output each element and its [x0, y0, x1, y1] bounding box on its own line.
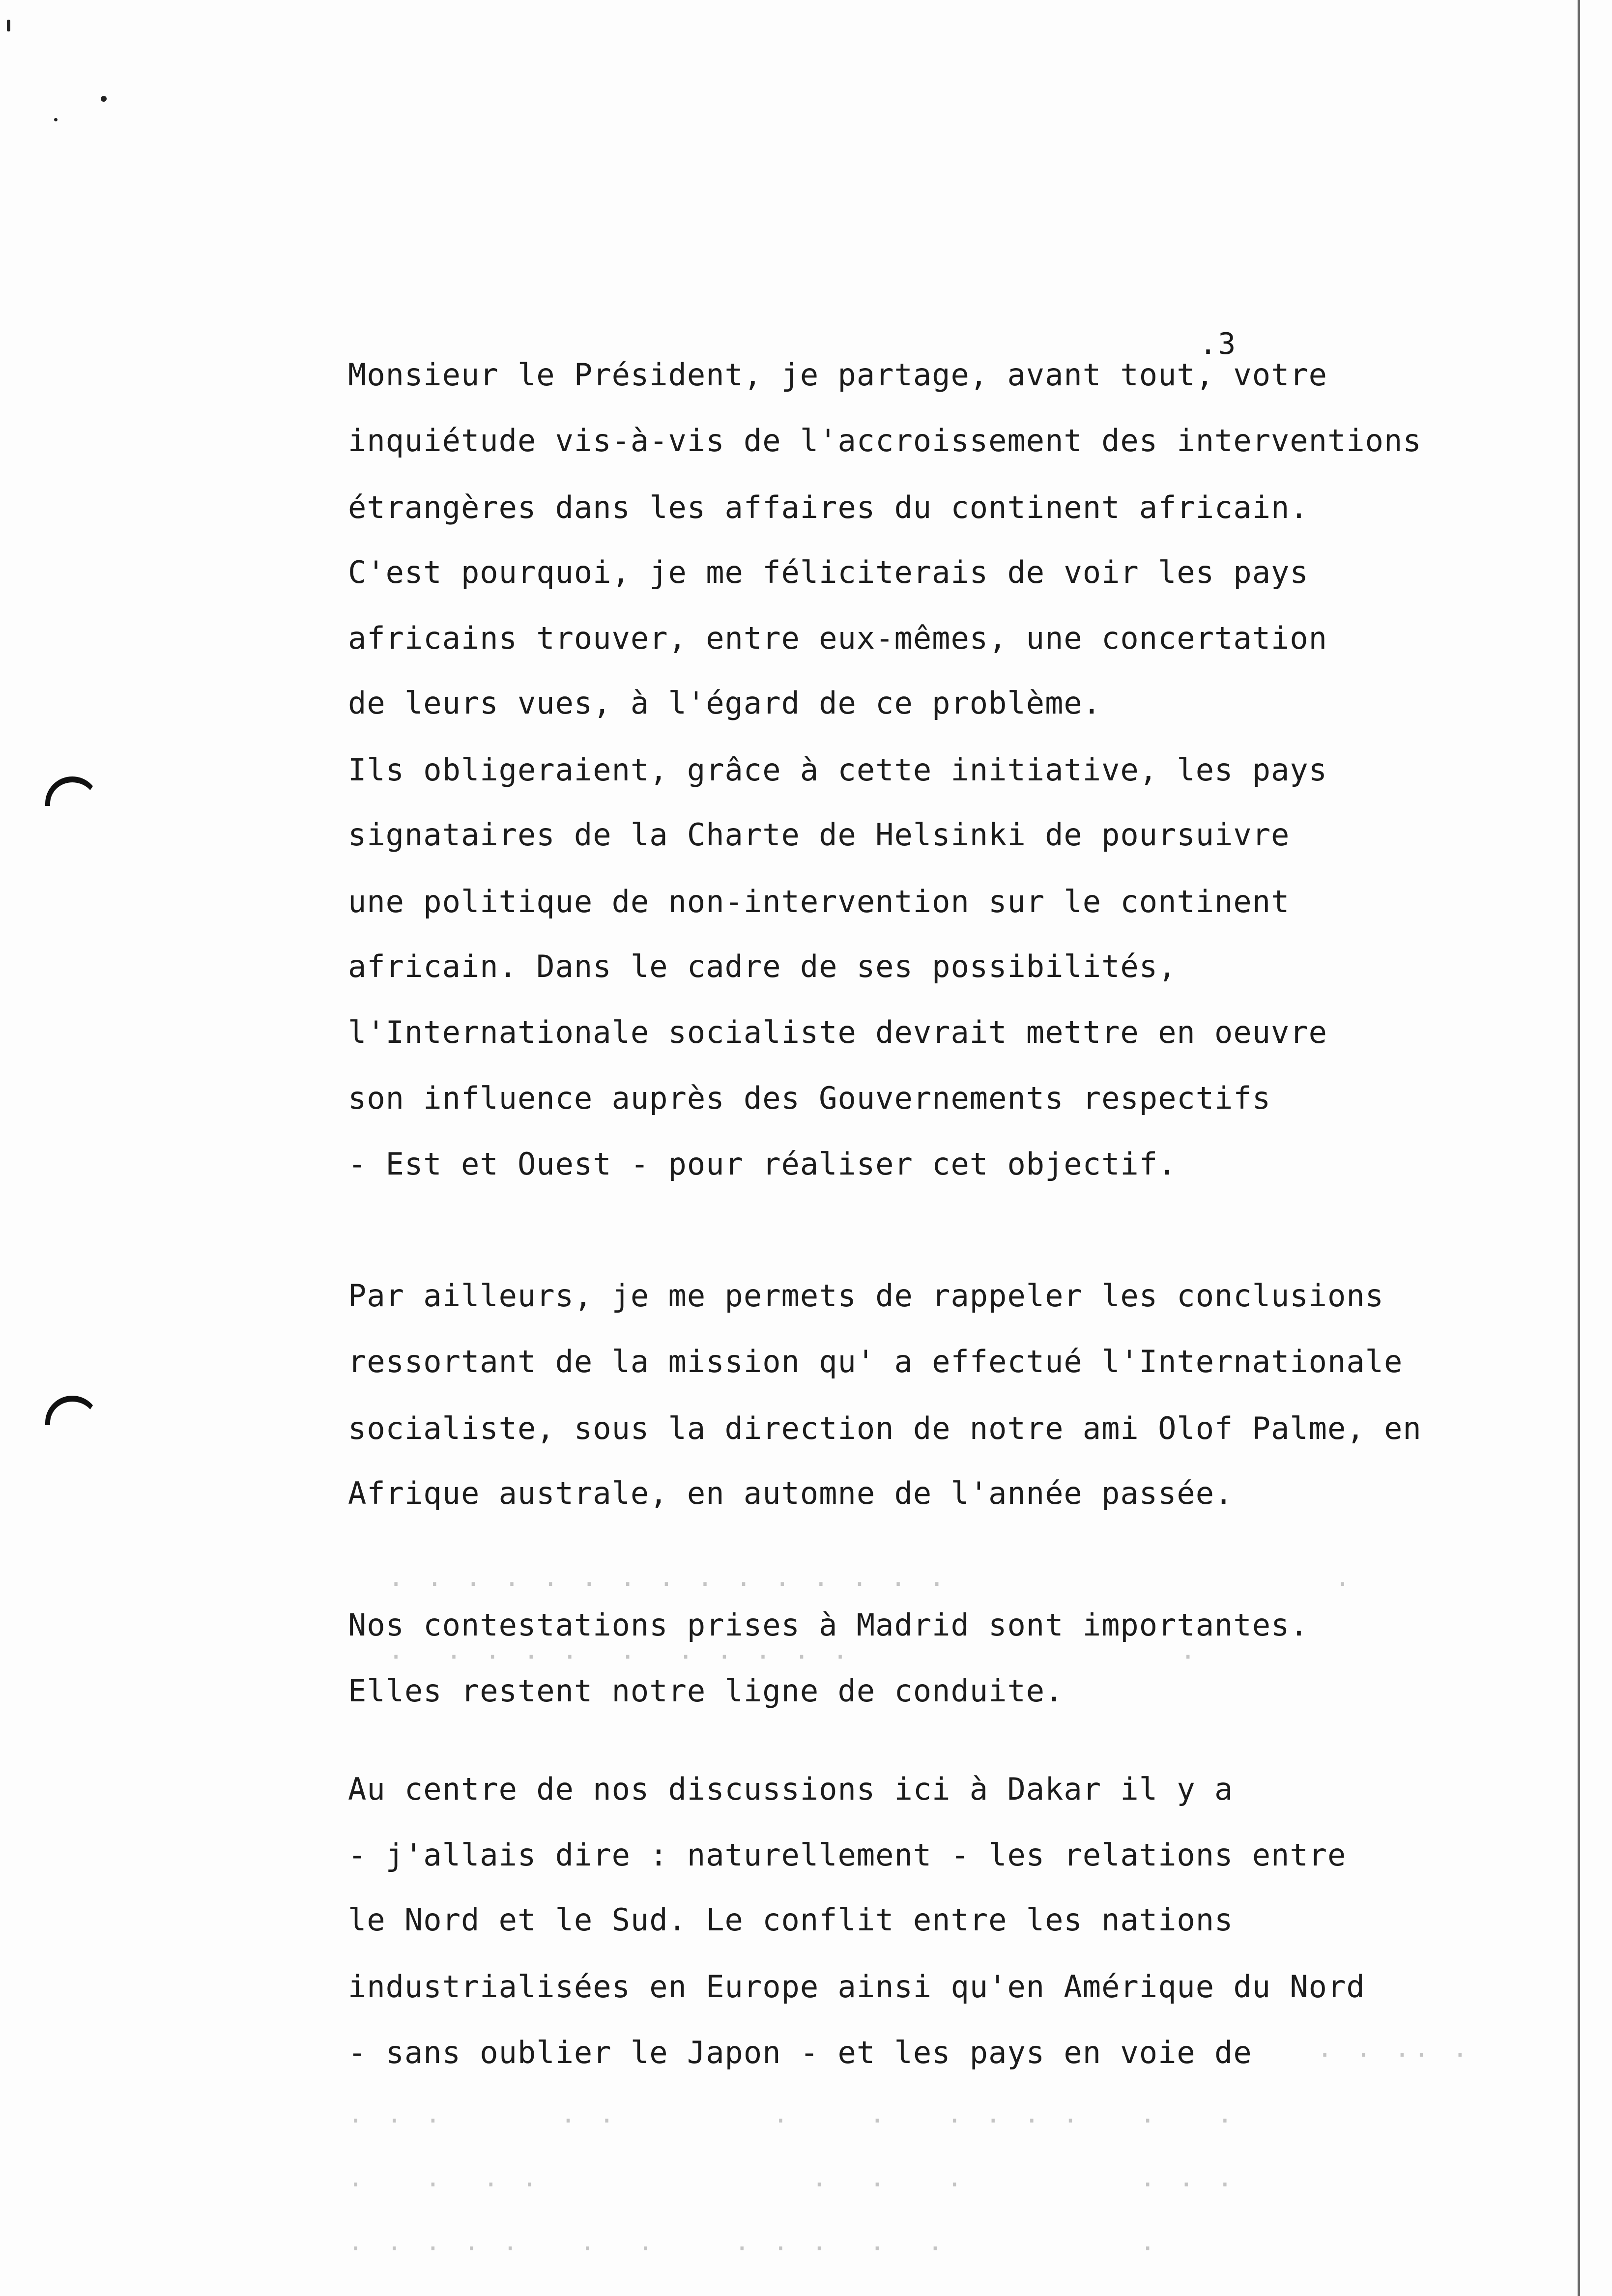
erased-text-remnant: · · · · · · · · · · · · · · · ·	[388, 1570, 1354, 1599]
text-line: inquiétude vis-à-vis de l'accroissement des interventions	[348, 423, 1422, 459]
speck	[101, 96, 107, 102]
erased-text-remnant: · · · · · · · · · · · · ·	[348, 2106, 1237, 2136]
text-line: industrialisées en Europe ainsi qu'en Amérique du Nord	[348, 1969, 1365, 2005]
text-line: Nos contestations prises à Madrid sont importantes.	[348, 1607, 1309, 1643]
text-line: signataires de la Charte de Helsinki de poursuivre	[348, 817, 1290, 853]
text-line: - sans oublier le Japon - et les pays en voie de	[348, 2035, 1252, 2070]
erased-text-remnant: · · · · · · · · · · · ·	[388, 1642, 1200, 1672]
page-number: .3	[1199, 327, 1237, 361]
text-line: Au centre de nos discussions ici à Dakar il y a	[348, 1771, 1234, 1807]
text-line: - Est et Ouest - pour réaliser cet objectif.	[348, 1146, 1177, 1182]
speck	[7, 20, 10, 31]
speck	[54, 118, 58, 121]
text-line: une politique de non-intervention sur le continent	[348, 884, 1290, 919]
text-line: Par ailleurs, je me permets de rappeler les conclusions	[348, 1278, 1384, 1314]
erased-text-remnant: · · · · · · · · · ·	[348, 2170, 1237, 2200]
text-line: l'Internationale socialiste devrait mettre en oeuvre	[348, 1014, 1328, 1050]
text-line: - j'allais dire : naturellement - les relations entre	[348, 1837, 1347, 1873]
page-edge-shadow	[1578, 0, 1580, 2296]
text-line: de leurs vues, à l'égard de ce problème.	[348, 685, 1102, 721]
text-line: Afrique australe, en automne de l'année passée.	[348, 1475, 1234, 1511]
text-line: C'est pourquoi, je me féliciterais de voir les pays	[348, 554, 1309, 590]
text-line: Monsieur le Président, je partage, avant tout, votre	[348, 357, 1328, 393]
text-line: africains trouver, entre eux-mêmes, une concertation	[348, 620, 1328, 656]
erased-text-remnant: · · · · · · · · · · · · ·	[348, 2234, 1159, 2264]
text-line: le Nord et le Sud. Le conflit entre les nations	[348, 1902, 1234, 1938]
punch-hole-mark-upper	[45, 776, 99, 806]
punch-hole-mark-lower	[45, 1396, 99, 1425]
erased-text-remnant: · · ·· ·	[1317, 2040, 1472, 2070]
text-line: Ils obligeraient, grâce à cette initiative, les pays	[348, 752, 1328, 788]
text-line: étrangères dans les affaires du continent africain.	[348, 489, 1309, 525]
text-line: son influence auprès des Gouvernements respectifs	[348, 1080, 1271, 1116]
text-line: africain. Dans le cadre de ses possibilités,	[348, 948, 1177, 984]
text-line: Elles restent notre ligne de conduite.	[348, 1673, 1064, 1709]
text-line: ressortant de la mission qu' a effectué l'Internationale	[348, 1344, 1403, 1379]
text-line: socialiste, sous la direction de notre ami Olof Palme, en	[348, 1410, 1422, 1446]
